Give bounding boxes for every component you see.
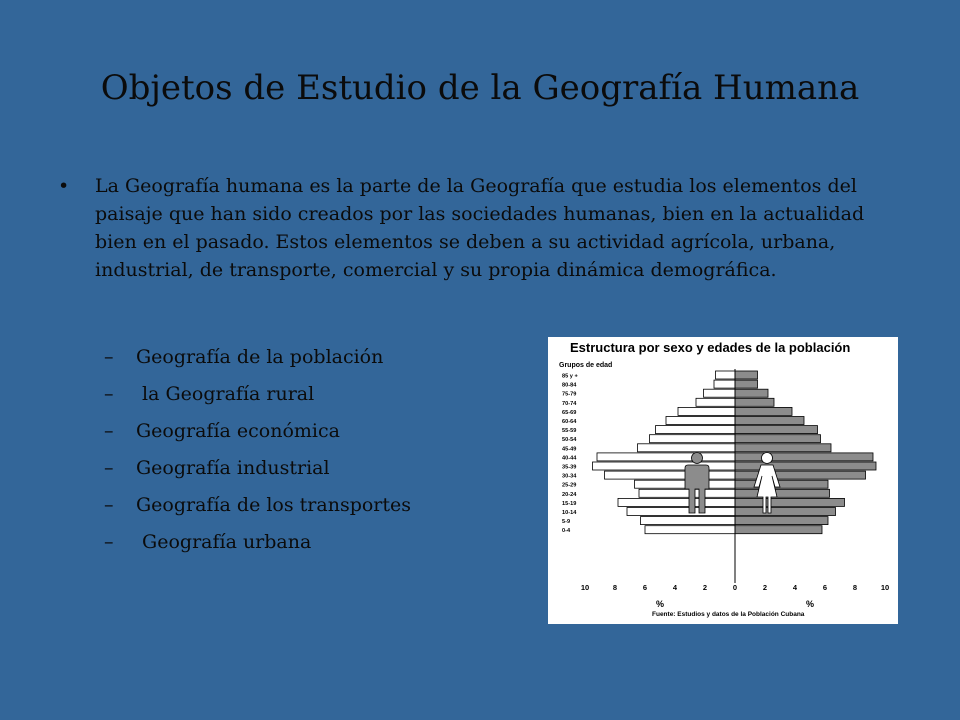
x-tick-label: 4 bbox=[792, 583, 798, 592]
bullet-text: La Geografía humana es la parte de la Geografía que estudia los elementos del paisaje que han sido creados por las sociedades humanas, bien en la actualidad bien en el pasado. Estos elementos se deben a su actividad agrícola, urbana, industrial, de transporte, comercial y su propia dinámica demográfica. bbox=[95, 175, 865, 281]
category-axis-label: Grupos de edad bbox=[559, 362, 613, 369]
age-group-label: 35-39 bbox=[562, 464, 577, 471]
age-group-label: 70-74 bbox=[562, 400, 577, 407]
bar-female-1 bbox=[735, 380, 758, 388]
bar-male-10 bbox=[593, 462, 736, 470]
list-item-label: Geografía de la población bbox=[136, 346, 384, 368]
bar-female-6 bbox=[735, 426, 818, 434]
bar-female-16 bbox=[735, 517, 828, 525]
list-item-label: Geografía urbana bbox=[136, 531, 312, 553]
bar-male-15 bbox=[627, 508, 735, 516]
x-tick-label: 4 bbox=[672, 583, 678, 592]
bar-male-4 bbox=[678, 407, 735, 415]
x-axis-label-male: % bbox=[655, 599, 665, 609]
age-group-label: 0-4 bbox=[562, 528, 571, 535]
chart-source: Fuente: Estudios y datos de la Población Cubana bbox=[652, 611, 805, 618]
bar-female-5 bbox=[735, 417, 804, 425]
list-item bbox=[104, 457, 411, 494]
x-tick-label: 0 bbox=[732, 583, 738, 592]
dash-marker: – bbox=[104, 531, 114, 553]
subtopics-list bbox=[104, 346, 411, 568]
chart-canvas bbox=[548, 337, 898, 624]
population-pyramid-chart bbox=[548, 337, 898, 624]
age-group-label: 75-79 bbox=[562, 391, 577, 398]
bar-female-4 bbox=[735, 407, 792, 415]
x-tick-label: 2 bbox=[702, 583, 708, 592]
bar-male-2 bbox=[704, 389, 736, 397]
age-group-label: 60-64 bbox=[562, 419, 577, 425]
age-group-label: 40-44 bbox=[562, 455, 577, 462]
age-group-label: 65-69 bbox=[562, 409, 577, 416]
bar-female-15 bbox=[735, 508, 836, 516]
bar-male-16 bbox=[641, 517, 736, 525]
age-group-label: 55-59 bbox=[562, 428, 577, 435]
list-item bbox=[104, 346, 411, 383]
bar-female-9 bbox=[735, 453, 873, 461]
bar-female-10 bbox=[735, 462, 876, 470]
list-item bbox=[104, 383, 411, 420]
age-group-label: 80-84 bbox=[562, 382, 577, 389]
x-tick-label: 6 bbox=[642, 583, 648, 592]
bar-female-14 bbox=[735, 498, 845, 506]
bar-female-2 bbox=[735, 389, 768, 397]
age-group-label: 25-29 bbox=[562, 482, 577, 489]
x-tick-label: 8 bbox=[612, 583, 618, 592]
x-axis-label-female: % bbox=[805, 599, 815, 609]
x-tick-label: 8 bbox=[852, 583, 858, 592]
dash-marker: – bbox=[104, 346, 114, 368]
bar-male-8 bbox=[638, 444, 736, 452]
bar-male-5 bbox=[666, 417, 735, 425]
bar-male-3 bbox=[696, 398, 735, 406]
bar-male-9 bbox=[597, 453, 735, 461]
slide-title: Objetos de Estudio de la Geografía Humana bbox=[100, 68, 860, 108]
bar-male-7 bbox=[650, 435, 736, 443]
dash-marker: – bbox=[104, 457, 114, 479]
bar-male-0 bbox=[716, 371, 736, 379]
chart-title: Estructura por sexo y edades de la población bbox=[570, 340, 851, 355]
bar-female-8 bbox=[735, 444, 831, 452]
age-group-label: 15-19 bbox=[562, 500, 577, 507]
dash-marker: – bbox=[104, 383, 114, 405]
list-item bbox=[104, 531, 411, 568]
age-group-label: 85 y + bbox=[562, 373, 578, 380]
bar-male-11 bbox=[605, 471, 736, 479]
dash-marker: – bbox=[104, 420, 114, 442]
main-bullet bbox=[58, 172, 908, 284]
list-item bbox=[104, 494, 411, 531]
bar-female-12 bbox=[735, 480, 828, 488]
list-item bbox=[104, 420, 411, 457]
bar-female-7 bbox=[735, 435, 821, 443]
bar-female-13 bbox=[735, 489, 830, 497]
x-tick-label: 6 bbox=[822, 583, 828, 592]
age-group-label: 45-49 bbox=[562, 446, 577, 453]
x-tick-label: 10 bbox=[880, 583, 890, 592]
age-group-label: 10-14 bbox=[562, 510, 577, 516]
list-item-label: la Geografía rural bbox=[136, 383, 315, 405]
bar-female-17 bbox=[735, 526, 822, 534]
bar-male-6 bbox=[656, 426, 736, 434]
bar-female-0 bbox=[735, 371, 758, 379]
list-item-label: Geografía económica bbox=[136, 420, 340, 442]
age-group-label: 50-54 bbox=[562, 437, 577, 444]
dash-marker: – bbox=[104, 494, 114, 516]
bar-female-3 bbox=[735, 398, 774, 406]
bullet-marker: • bbox=[58, 175, 70, 197]
list-item-label: Geografía de los transportes bbox=[136, 494, 412, 516]
bar-female-11 bbox=[735, 471, 866, 479]
list-item-label: Geografía industrial bbox=[136, 457, 330, 479]
x-tick-label: 10 bbox=[580, 583, 590, 592]
bar-male-14 bbox=[618, 498, 735, 506]
age-group-label: 5-9 bbox=[562, 519, 571, 526]
age-group-label: 30-34 bbox=[562, 473, 577, 480]
bar-male-17 bbox=[645, 526, 735, 534]
bar-male-1 bbox=[714, 380, 735, 388]
x-tick-label: 2 bbox=[762, 583, 768, 592]
bar-male-13 bbox=[639, 489, 735, 497]
age-group-label: 20-24 bbox=[562, 491, 577, 498]
